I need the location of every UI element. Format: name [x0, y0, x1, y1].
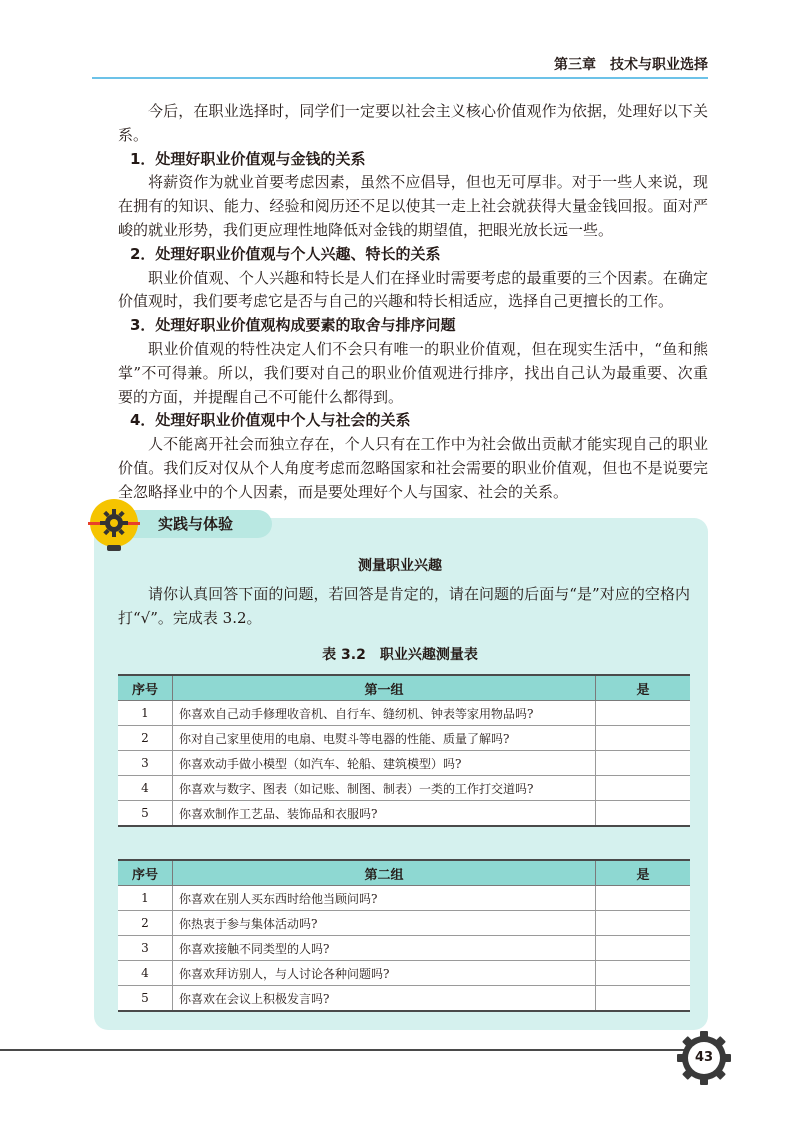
header-rule	[92, 77, 708, 79]
row-question: 你热衷于参与集体活动吗?	[173, 911, 596, 936]
row-question: 你喜欢在别人买东西时给他当顾问吗?	[173, 886, 596, 911]
col-header-num: 序号	[118, 675, 173, 701]
row-question: 你喜欢制作工艺品、装饰品和衣服吗?	[173, 801, 596, 827]
table-row	[118, 886, 690, 911]
section-text-2: 职业价值观、个人兴趣和特长是人们在择业时需要考虑的最重要的三个因素。在确定价值观时，我们要考虑它是否与自己的兴趣和特长相适应，选择自己更擅长的工作。	[118, 268, 708, 311]
table-row	[118, 701, 690, 726]
section-heading-3: 3．处理好职业价值观构成要素的取舍与排序问题	[130, 316, 456, 335]
practice-title: 测量职业兴趣	[358, 558, 442, 574]
section-heading-4: 4．处理好职业价值观中个人与社会的关系	[130, 411, 411, 430]
row-number: 4	[118, 961, 173, 986]
practice-label: 实践与体验	[158, 515, 234, 533]
row-number: 1	[118, 886, 173, 911]
answer-cell[interactable]	[596, 986, 691, 1012]
table-row	[118, 936, 690, 961]
row-number: 3	[118, 751, 173, 776]
row-number: 2	[118, 726, 173, 751]
answer-cell[interactable]	[596, 751, 691, 776]
section-heading-1: 1．处理好职业价值观与金钱的关系	[130, 149, 366, 168]
answer-cell[interactable]	[596, 936, 691, 961]
table-row	[118, 801, 690, 827]
answer-cell[interactable]	[596, 886, 691, 911]
answer-cell[interactable]	[596, 911, 691, 936]
row-number: 4	[118, 776, 173, 801]
answer-cell[interactable]	[596, 961, 691, 986]
section-text-4: 人不能离开社会而独立存在，个人只有在工作中为社会做出贡献才能实现自己的职业价值。我们反对仅从个人角度考虑而忽略国家和社会需要的职业价值观，但也不是说要完全忽略择业中的个人因素，而是要处理好个人与国家、社会的关系。	[118, 435, 708, 501]
row-question: 你喜欢与数字、图表（如记账、制图、制表）一类的工作打交道吗?	[173, 776, 596, 801]
page-number: 43	[694, 1050, 714, 1065]
practice-instruction: 请你认真回答下面的问题，若回答是肯定的，请在问题的后面与“是”对应的空格内打“√”。完成表 3.2。	[118, 585, 690, 627]
intro-paragraph: 今后，在职业选择时，同学们一定要以社会主义核心价值观作为依据，处理好以下关系。	[118, 102, 708, 144]
table-caption: 表 3.2 职业兴趣测量表	[322, 647, 478, 663]
answer-cell[interactable]	[596, 801, 691, 827]
table-row	[118, 751, 690, 776]
answer-cell[interactable]	[596, 726, 691, 751]
footer-rule	[0, 1049, 690, 1051]
table-row	[118, 726, 690, 751]
table-row	[118, 776, 690, 801]
row-question: 你喜欢动手做小模型（如汽车、轮船、建筑模型）吗?	[173, 751, 596, 776]
row-number: 5	[118, 801, 173, 827]
col-header-num: 序号	[118, 860, 173, 886]
row-question: 你喜欢在会议上积极发言吗?	[173, 986, 596, 1012]
row-number: 5	[118, 986, 173, 1012]
answer-cell[interactable]	[596, 701, 691, 726]
col-header-group: 第一组	[173, 675, 596, 701]
col-header-group: 第二组	[173, 860, 596, 886]
section-text-3: 职业价值观的特性决定人们不会只有唯一的职业价值观，但在现实生活中，“鱼和熊掌”不可得兼。所以，我们要对自己的职业价值观进行排序，找出自己认为最重要、次重要的方面，并提醒自己不可能什么都得到。	[118, 339, 708, 406]
table-row	[118, 911, 690, 936]
section-text-1: 将薪资作为就业首要考虑因素，虽然不应倡导，但也无可厚非。对于一些人来说，现在拥有的知识、能力、经验和阅历还不足以使其一走上社会就获得大量金钱回报。面对严峻的就业形势，我们更应理性地降低对金钱的期望值，把眼光放长远一些。	[118, 173, 708, 239]
table-row	[118, 961, 690, 986]
main-text	[118, 100, 708, 505]
answer-cell[interactable]	[596, 776, 691, 801]
row-question: 你喜欢拜访别人，与人讨论各种问题吗?	[173, 961, 596, 986]
row-number: 3	[118, 936, 173, 961]
table-row	[118, 986, 690, 1012]
row-question: 你喜欢接触不同类型的人吗?	[173, 936, 596, 961]
gear-lightbulb-icon	[85, 496, 143, 554]
row-question: 你喜欢自己动手修理收音机、自行车、缝纫机、钟表等家用物品吗?	[173, 701, 596, 726]
col-header-yes: 是	[596, 860, 691, 886]
survey-table-group-2	[118, 859, 690, 1012]
row-number: 1	[118, 701, 173, 726]
row-question: 你对自己家里使用的电扇、电熨斗等电器的性能、质量了解吗?	[173, 726, 596, 751]
section-heading-2: 2．处理好职业价值观与个人兴趣、特长的关系	[130, 244, 441, 263]
survey-table-group-1	[118, 674, 690, 827]
chapter-title: 第三章 技术与职业选择	[554, 57, 708, 73]
row-number: 2	[118, 911, 173, 936]
col-header-yes: 是	[596, 675, 691, 701]
